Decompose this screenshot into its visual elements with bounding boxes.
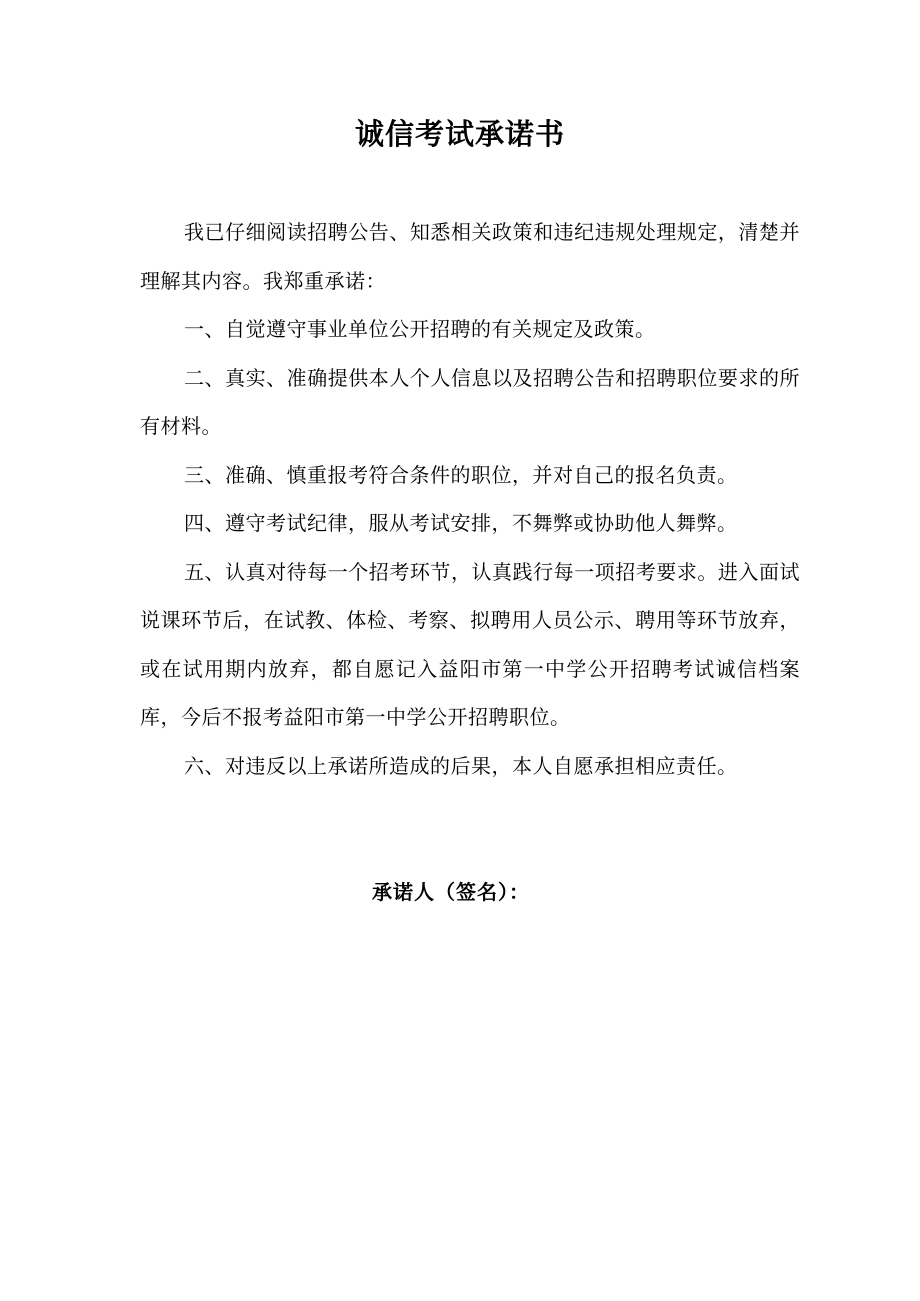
- paragraph-pledge-2: 二、真实、准确提供本人个人信息以及招聘公告和招聘职位要求的所有材料。: [140, 365, 800, 438]
- paragraph-pledge-5: 五、认真对待每一个招考环节，认真践行每一项招考要求。进入面试说课环节后，在试教、体检、考察、拟聘用人员公示、聘用等环节放弃，或在试用期内放弃，都自愿记入益阳市第一中学公开招聘考试诚信档案库，今后不报考益阳市第一中学公开招聘职位。: [140, 559, 800, 729]
- paragraph-pledge-4: 四、遵守考试纪律，服从考试安排，不舞弊或协助他人舞弊。: [184, 511, 738, 535]
- paragraph-intro: 我已仔细阅读招聘公告、知悉相关政策和违纪违规处理规定，清楚并理解其内容。我郑重承诺：: [140, 220, 800, 293]
- document-body: [140, 208, 800, 790]
- paragraph-pledge-6: 六、对违反以上承诺所造成的后果，本人自愿承担相应责任。: [184, 753, 738, 778]
- signature-label: 承诺人（签名）：: [372, 880, 530, 904]
- document-title: 诚信考试承诺书: [354, 117, 565, 151]
- paragraph-pledge-3: 三、准确、慎重报考符合条件的职位，并对自己的报名负责。: [184, 462, 738, 487]
- paragraph-pledge-1: 一、自觉遵守事业单位公开招聘的有关规定及政策。: [184, 317, 656, 341]
